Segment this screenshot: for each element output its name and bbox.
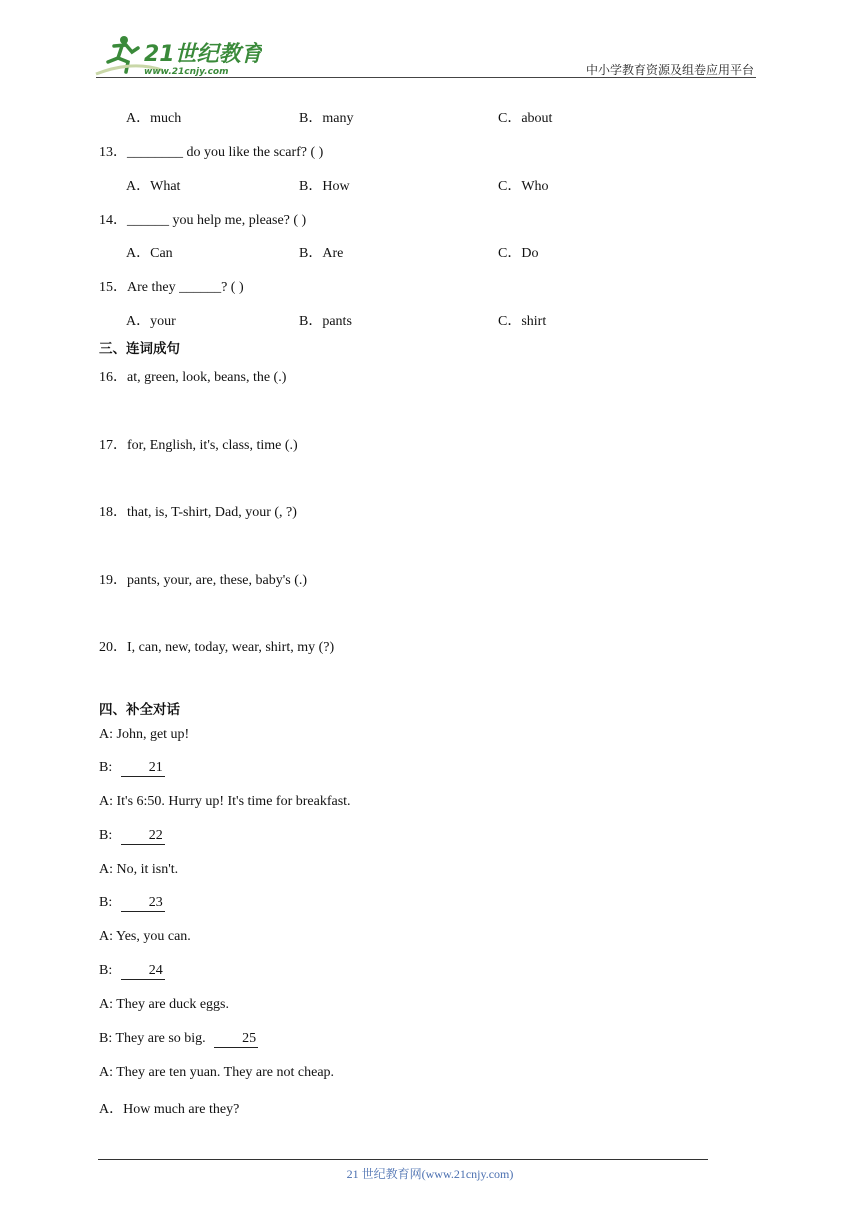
dialog-line: A: No, it isn't.	[99, 862, 179, 877]
header-divider	[96, 77, 756, 78]
q14-stem: 14．______ you help me, please? ( )	[99, 213, 307, 228]
answer-blank-25: 25	[214, 1031, 258, 1048]
footer-link[interactable]: 21 世纪教育网(www.21cnjy.com)	[346, 1167, 514, 1181]
q12-option-a: A．much	[126, 111, 182, 126]
q15-option-c: C．shirt	[498, 314, 547, 329]
answer-option-a: A．How much are they?	[99, 1102, 240, 1117]
section3-title: 三、连词成句	[99, 341, 180, 357]
dialog-line: A: It's 6:50. Hurry up! It's time for breakfast.	[99, 794, 351, 809]
dialog-line	[99, 895, 165, 912]
dialog-line: A: Yes, you can.	[99, 929, 191, 944]
answer-blank-22: 22	[121, 828, 165, 845]
dialog-speaker: B:	[99, 828, 113, 843]
dialog-line: A: John, get up!	[99, 727, 190, 742]
answer-blank-24: 24	[121, 963, 165, 980]
q13-option-c: C．Who	[498, 179, 549, 194]
dialog-speaker: B: They are so big.	[99, 1031, 206, 1046]
q13-stem: 13．________ do you like the scarf? ( )	[99, 145, 324, 160]
dialog-line: A: They are duck eggs.	[99, 997, 229, 1012]
dialog-line	[99, 963, 165, 980]
site-logo	[92, 30, 262, 78]
q17-item: 17．for, English, it's, class, time (.)	[99, 438, 298, 453]
dialog-line	[99, 828, 165, 845]
q13-option-b: B．How	[299, 179, 350, 194]
q16-item: 16．at, green, look, beans, the (.)	[99, 370, 287, 385]
q15-option-a: A．your	[126, 314, 176, 329]
q20-item: 20．I, can, new, today, wear, shirt, my (?)	[99, 640, 335, 655]
svg-text:21世纪教育: 21世纪教育	[144, 42, 262, 67]
dialog-speaker: B:	[99, 760, 113, 775]
dialog-line	[99, 1031, 258, 1048]
q14-option-b: B．Are	[299, 246, 344, 261]
dialog-line: A: They are ten yuan. They are not cheap.	[99, 1065, 335, 1080]
q15-stem: 15．Are they ______? ( )	[99, 280, 244, 295]
svg-text:www.21cnjy.com: www.21cnjy.com	[144, 67, 229, 77]
q14-option-a: A．Can	[126, 246, 173, 261]
dialog-speaker: B:	[99, 963, 113, 978]
footer-divider	[98, 1159, 708, 1160]
section4-title: 四、补全对话	[99, 702, 180, 718]
dialog-speaker: B:	[99, 895, 113, 910]
q13-option-a: A．What	[126, 179, 181, 194]
answer-blank-23: 23	[121, 895, 165, 912]
q12-option-b: B．many	[299, 111, 354, 126]
q19-item: 19．pants, your, are, these, baby's (.)	[99, 573, 308, 588]
dialog-line	[99, 760, 165, 777]
q14-option-c: C．Do	[498, 246, 539, 261]
q18-item: 18．that, is, T-shirt, Dad, your (, ?)	[99, 505, 297, 520]
q15-option-b: B．pants	[299, 314, 352, 329]
answer-blank-21: 21	[121, 760, 165, 777]
q12-option-c: C．about	[498, 111, 553, 126]
header-platform-text: 中小学教育资源及组卷应用平台	[585, 63, 754, 77]
